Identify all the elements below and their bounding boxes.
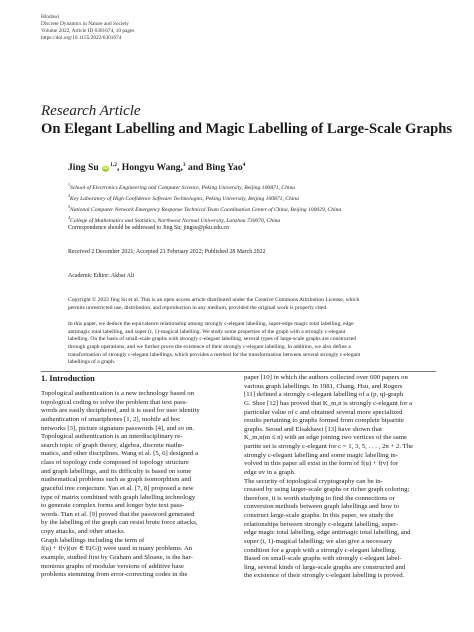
affil-text: College of Mathematics and Statistics, Northwest Normal University, Lanzhou 730070, China bbox=[70, 218, 281, 225]
copyright-line: Copyright © 2022 Jing Su et al. This is an open access article distributed under the Creative Commons Attribution License, which bbox=[68, 297, 360, 303]
body-column-left bbox=[41, 390, 229, 580]
body-text-line: words. Tian et al. [9] proved that the password generated bbox=[41, 510, 195, 518]
body-text-line: by the labelling of the graph can resist brute force attacks, bbox=[41, 519, 198, 527]
abstract bbox=[68, 321, 438, 367]
body-text-line: and graph labellings, and its difficulty is based on some bbox=[41, 467, 192, 475]
body-text-line: f(u) + f(v)(uv ∈ E(G)) were used in many problems. An bbox=[41, 545, 193, 553]
copyright-notice bbox=[68, 297, 438, 312]
body-text-line: therefore, it is worth studying to find the connections or bbox=[244, 494, 395, 502]
body-text-line: volved in this paper all exist in the form of f(u) + f(v) for bbox=[244, 460, 398, 468]
body-text-line: condition for a graph with a strongly c-elegant labelling. bbox=[244, 546, 397, 554]
body-text-line: type of matrix combined with graph labelling technology bbox=[41, 493, 196, 501]
affiliations bbox=[68, 181, 341, 225]
body-text-line: relationships between strongly c-elegant labelling, super- bbox=[244, 520, 399, 528]
abstract-line: labellings of a graph. bbox=[68, 359, 116, 366]
correspondence: Correspondence should be addressed to Jing Su; jingsu@pku.edu.cn bbox=[68, 225, 230, 231]
author-separator: , bbox=[116, 162, 122, 174]
body-text-line: super (t, 1)-magical labelling; we also give a necessary bbox=[244, 537, 393, 545]
body-text-line: example, studied first by Graham and Sloane, is the har- bbox=[41, 553, 193, 561]
body-text-line: to generate complex forms and longer byte text pass- bbox=[41, 502, 185, 510]
body-text-line: Graph labellings including the term of bbox=[41, 536, 145, 544]
affiliation-line bbox=[68, 192, 341, 203]
body-text-line: graphs. Seoud and Elsakhawi [13] have shown that bbox=[244, 425, 382, 433]
affil-number: 1 bbox=[68, 182, 70, 187]
body-text-line: particular value of c and obtained several more specialized bbox=[244, 408, 403, 416]
author-affil-marker: 4 bbox=[242, 162, 246, 168]
body-text-line: conversion methods between graph labellings and how to bbox=[244, 503, 400, 511]
paper-title: On Elegant Labelling and Magic Labelling of Large-Scale Graphs bbox=[41, 121, 453, 137]
affil-number: 2 bbox=[68, 193, 70, 199]
body-text-line: matics, and other disciplines. Wang et al. [5, 6] designed a bbox=[41, 450, 199, 458]
abstract-line: labelling. On the basis of small-scale graphs with strongly c-elegant labelling, several types of large-scale graphs are constructed bbox=[68, 336, 357, 343]
affil-number: 4 bbox=[68, 215, 70, 221]
article-type: Research Article bbox=[41, 103, 141, 119]
doi-link[interactable]: https://doi.org/10.1155/2022/6301674 bbox=[41, 35, 122, 42]
abstract-line: antimagic total labelling, and super (t, 1)-magical labelling. We study some properties of the graph with a strongly c-elegant bbox=[68, 328, 346, 335]
orcid-icon[interactable]: iD bbox=[103, 165, 109, 172]
author-name: Hongyu Wang, bbox=[121, 162, 183, 174]
copyright-line: permits unrestricted use, distribution, and reproduction in any medium, provided the original work is properly cited. bbox=[68, 304, 328, 311]
body-text-line: networks [3], picture signature passwords [4], and so on. bbox=[41, 424, 195, 432]
body-text-line: copy attacks, and other attacks. bbox=[41, 528, 126, 535]
affil-text: Key Laboratory of High Confidence Software Technologies, Peking University, Beijing 100871, China bbox=[70, 195, 299, 202]
body-text-line: Based on small-scale graphs with strongly c-elegant label- bbox=[244, 555, 402, 563]
author-list bbox=[68, 162, 245, 173]
abstract-line: through graph operations, and we further prove the existence of their strongly c-elegant labelling. In addition, we also define a bbox=[68, 343, 351, 350]
body-text-line: problems stemming from error-correcting codes in the bbox=[41, 571, 188, 579]
body-text-line: edge magic total labelling, edge antimagic total labelling, and bbox=[244, 529, 411, 537]
body-text-line: The security of topological cryptography can be in- bbox=[244, 477, 383, 485]
body-text-line: strongly c-elegant labelling and some magic labelling in- bbox=[244, 451, 398, 459]
affil-number: 3 bbox=[68, 204, 70, 210]
affil-text: School of Electronics Engineering and Computer Science, Peking University, Beijing 100871, China bbox=[70, 184, 296, 191]
publisher-name: Hindawi bbox=[41, 14, 60, 20]
body-text-line: various graph labellings. In 1981, Chang, Hsu, and Rogers bbox=[244, 382, 403, 390]
abstract-line: transformation of strongly c-elegant labellings, which provides a method for the transformation between several strongly c-elegant bbox=[68, 351, 361, 358]
body-text-line: search topic of graph theory, algebra, discrete mathe- bbox=[41, 441, 185, 449]
body-column-right bbox=[244, 374, 436, 581]
body-text-line: K_m,n(m ≤ n) with an edge joining two vertices of the same bbox=[244, 434, 408, 442]
body-text-line: topological coding to solve the problem that text pass- bbox=[41, 398, 188, 406]
body-text-line: words are easily deciphered, and it is used for user identity bbox=[41, 407, 200, 415]
body-text-line: creased by using larger-scale graphs or richer graph coloring; bbox=[244, 486, 410, 494]
body-text-line: results pertaining to graphs formed from complete bipartite bbox=[244, 417, 404, 425]
body-text-line: monious graphs of modular versions of additive base bbox=[41, 562, 185, 570]
body-text-line: edge uv in a graph. bbox=[244, 468, 296, 476]
body-text-line: graceful tree conjecture. Yao et al. [7, 8] proposed a new bbox=[41, 484, 194, 492]
academic-editor: Academic Editor: Akbar Ali bbox=[68, 273, 135, 279]
volume-info: Volume 2022, Article ID 6301674, 10 pages bbox=[41, 28, 135, 35]
received-dates: Received 2 December 2021; Accepted 21 February 2022; Published 28 March 2022 bbox=[68, 249, 266, 255]
section-heading: 1. Introduction bbox=[41, 374, 95, 383]
body-text-line: paper [10] in which the authors collected over 600 papers on bbox=[244, 374, 408, 381]
body-text-line: authentication of smartphones [1, 2], mobile ad hoc bbox=[41, 415, 181, 423]
body-text-line: Topological authentication is a new technology based on bbox=[41, 390, 195, 397]
body-text-line: construct large-scale graphs. In this paper, we study the bbox=[244, 512, 394, 519]
body-text-line: G. Shee [12] has proved that K_m,n is strongly c-elegant for a bbox=[244, 399, 413, 407]
journal-name: Discrete Dynamics in Nature and Society bbox=[41, 21, 129, 28]
body-text-line: [11] defined a strongly c-elegant labelling of a (p, q)-graph bbox=[244, 391, 404, 399]
body-text-line: ling, several kinds of large-scale graphs are constructed and bbox=[244, 563, 406, 571]
body-text-line: mathematical problems such as graph isomorphism and bbox=[41, 476, 191, 484]
author-name: Bing Yao bbox=[205, 162, 243, 174]
author-name: Jing Su bbox=[68, 162, 99, 174]
body-text-line: class of topology code composed of topology structure bbox=[41, 459, 189, 466]
author-affil-marker: 3 bbox=[182, 162, 186, 168]
section-divider bbox=[41, 371, 436, 372]
affiliation-line bbox=[68, 203, 341, 214]
body-text-line: Topological authentication is an interdisciplinary re- bbox=[41, 433, 183, 441]
body-text-line: partite set is strongly c-elegant for c = 1, 3, 5, . . . , 2n + 2. The bbox=[244, 443, 414, 450]
journal-header bbox=[41, 14, 134, 42]
affiliation-line bbox=[68, 181, 341, 192]
affil-text: National Computer Network Emergency Response Technical Team Coordination Center of China, Beijing 100029, China bbox=[70, 206, 342, 213]
author-affil-marker: 1,2 bbox=[110, 162, 117, 168]
author-separator: and bbox=[185, 162, 206, 174]
affiliation-line bbox=[68, 214, 341, 225]
body-text-line: the existence of their strongly c-elegant labelling is proved. bbox=[244, 572, 405, 580]
abstract-line: In this paper, we deduce the equivalence relationship among strongly c-elegant labelling, super-edge magic total labelling, edge bbox=[68, 321, 354, 327]
